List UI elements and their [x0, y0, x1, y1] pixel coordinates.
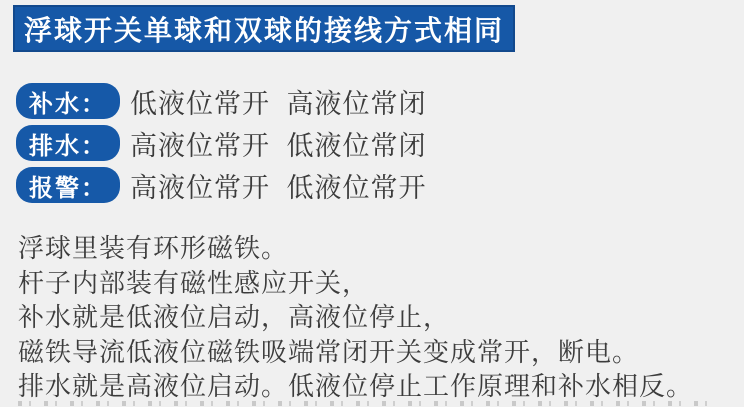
explanation-line: 磁铁导流低液位磁铁吸端常闭开关变成常开，断电。 [18, 336, 640, 367]
page-title: 浮球开关单球和双球的接线方式相同 [23, 14, 504, 46]
title-banner [13, 5, 515, 52]
water-supply-rule-text: 低液位常开 高液位常闭 [130, 88, 427, 119]
explanation-line: 杆子内部装有磁性感应开关， [18, 267, 370, 298]
explanation-line: 补水就是低液位启动，高液位停止， [18, 302, 451, 332]
wiring-rules-list [16, 83, 427, 209]
rule-row-alarm [16, 167, 427, 203]
cutoff-text-line [18, 401, 718, 406]
rule-row-drainage [16, 125, 427, 161]
alarm-rule-text: 高液位常开 低液位常开 [130, 172, 427, 203]
explanation-paragraph [18, 231, 738, 404]
drainage-rule-text: 高液位常开 低液位常闭 [130, 130, 427, 161]
water-supply-badge: 补水： [16, 83, 120, 119]
drainage-badge: 排水： [16, 125, 120, 161]
rule-row-water-supply [16, 83, 427, 119]
alarm-badge: 报警： [16, 167, 120, 203]
explanation-line: 浮球里装有环形磁铁。 [18, 233, 289, 263]
explanation-line: 排水就是高液位启动。低液位停止工作原理和补水相反。 [18, 371, 694, 401]
